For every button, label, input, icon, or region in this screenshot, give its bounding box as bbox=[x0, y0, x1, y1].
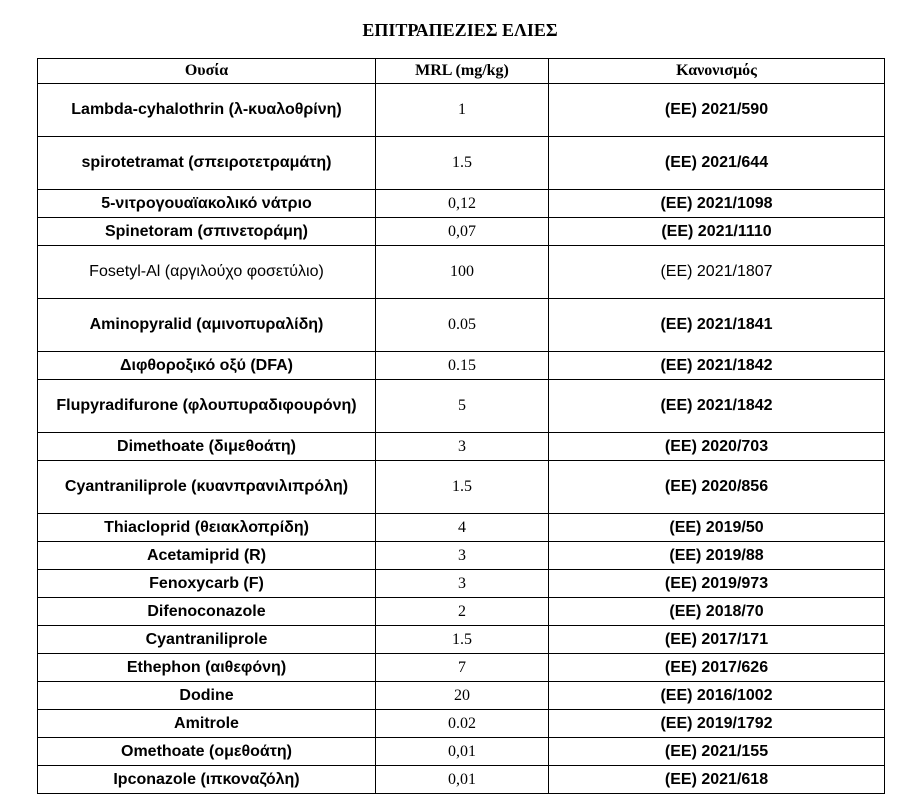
table-row bbox=[38, 299, 885, 352]
table-row bbox=[38, 461, 885, 514]
regulation-cell: (ΕΕ) 2017/171 bbox=[549, 626, 885, 654]
regulation-cell: (ΕΕ) 2021/1110 bbox=[549, 218, 885, 246]
regulation-cell: (ΕΕ) 2021/155 bbox=[549, 738, 885, 766]
regulation-cell: (ΕΕ) 2020/856 bbox=[549, 461, 885, 514]
table-row bbox=[38, 654, 885, 682]
table-row bbox=[38, 626, 885, 654]
mrl-cell: 0,07 bbox=[376, 218, 549, 246]
substance-cell: Cyantraniliprole bbox=[38, 626, 376, 654]
regulation-cell: (ΕΕ) 2021/1842 bbox=[549, 380, 885, 433]
mrl-cell: 1.5 bbox=[376, 137, 549, 190]
mrl-cell: 0,01 bbox=[376, 738, 549, 766]
substance-cell: Lambda-cyhalothrin (λ-κυαλοθρίνη) bbox=[38, 84, 376, 137]
table-row bbox=[38, 682, 885, 710]
substance-cell: Dodine bbox=[38, 682, 376, 710]
regulation-cell: (ΕΕ) 2019/973 bbox=[549, 570, 885, 598]
substance-cell: Cyantraniliprole (κυανπρανιλιπρόλη) bbox=[38, 461, 376, 514]
document-title: ΕΠΙΤΡΑΠΕΖΙΕΣ ΕΛΙΕΣ bbox=[362, 20, 558, 40]
regulation-cell: (ΕΕ) 2021/1098 bbox=[549, 190, 885, 218]
mrl-cell: 0.05 bbox=[376, 299, 549, 352]
regulation-cell: (ΕΕ) 2017/626 bbox=[549, 654, 885, 682]
substance-cell: Difenoconazole bbox=[38, 598, 376, 626]
regulation-cell: (ΕΕ) 2019/1792 bbox=[549, 710, 885, 738]
regulation-cell: (ΕΕ) 2019/50 bbox=[549, 514, 885, 542]
substance-cell: Amitrole bbox=[38, 710, 376, 738]
mrl-cell: 20 bbox=[376, 682, 549, 710]
mrl-cell: 0,01 bbox=[376, 766, 549, 794]
substance-cell: Ethephon (αιθεφόνη) bbox=[38, 654, 376, 682]
regulation-cell: (ΕΕ) 2020/703 bbox=[549, 433, 885, 461]
mrl-cell: 5 bbox=[376, 380, 549, 433]
substance-cell: Flupyradifurone (φλουπυραδιφουρόνη) bbox=[38, 380, 376, 433]
regulation-cell: (ΕΕ) 2021/1841 bbox=[549, 299, 885, 352]
mrl-cell: 0,12 bbox=[376, 190, 549, 218]
regulation-cell: (ΕΕ) 2021/590 bbox=[549, 84, 885, 137]
mrl-cell: 3 bbox=[376, 542, 549, 570]
header-row bbox=[38, 59, 885, 84]
substance-cell: Fosetyl-Al (αργιλούχο φοσετύλιο) bbox=[38, 246, 376, 299]
substance-cell: Fenoxycarb (F) bbox=[38, 570, 376, 598]
mrl-cell: 1.5 bbox=[376, 626, 549, 654]
table-row bbox=[38, 738, 885, 766]
mrl-cell: 0.02 bbox=[376, 710, 549, 738]
mrl-cell: 3 bbox=[376, 433, 549, 461]
table-row bbox=[38, 710, 885, 738]
substance-cell: 5-νιτρογουαϊακολικό νάτριο bbox=[38, 190, 376, 218]
regulation-cell: (ΕΕ) 2019/88 bbox=[549, 542, 885, 570]
table-row bbox=[38, 218, 885, 246]
mrl-cell: 4 bbox=[376, 514, 549, 542]
mrl-cell: 100 bbox=[376, 246, 549, 299]
substance-cell: Thiacloprid (θειακλοπρίδη) bbox=[38, 514, 376, 542]
mrl-cell: 2 bbox=[376, 598, 549, 626]
table-row bbox=[38, 84, 885, 137]
substance-cell: spirotetramat (σπειροτετραμάτη) bbox=[38, 137, 376, 190]
mrl-cell: 3 bbox=[376, 570, 549, 598]
mrl-cell: 7 bbox=[376, 654, 549, 682]
table-row bbox=[38, 570, 885, 598]
regulation-cell: (ΕΕ) 2018/70 bbox=[549, 598, 885, 626]
regulation-cell: (ΕΕ) 2021/1842 bbox=[549, 352, 885, 380]
table-row bbox=[38, 380, 885, 433]
mrl-table bbox=[37, 58, 885, 794]
table-row bbox=[38, 542, 885, 570]
table-row bbox=[38, 352, 885, 380]
table-row bbox=[38, 598, 885, 626]
regulation-cell: (ΕΕ) 2021/618 bbox=[549, 766, 885, 794]
regulation-cell: (ΕΕ) 2021/1807 bbox=[549, 246, 885, 299]
substance-cell: Dimethoate (διμεθοάτη) bbox=[38, 433, 376, 461]
table-row bbox=[38, 433, 885, 461]
table-row bbox=[38, 137, 885, 190]
substance-cell: Ipconazole (ιπκοναζόλη) bbox=[38, 766, 376, 794]
regulation-cell: (ΕΕ) 2016/1002 bbox=[549, 682, 885, 710]
mrl-cell: 0.15 bbox=[376, 352, 549, 380]
mrl-cell: 1.5 bbox=[376, 461, 549, 514]
table-row bbox=[38, 766, 885, 794]
substance-cell: Omethoate (ομεθοάτη) bbox=[38, 738, 376, 766]
substance-cell: Διφθοροξικό οξύ (DFA) bbox=[38, 352, 376, 380]
mrl-cell: 1 bbox=[376, 84, 549, 137]
substance-cell: Aminopyralid (αμινοπυραλίδη) bbox=[38, 299, 376, 352]
header-regulation: Κανονισμός bbox=[549, 59, 885, 84]
table-row bbox=[38, 190, 885, 218]
table-body bbox=[38, 84, 885, 794]
substance-cell: Acetamiprid (R) bbox=[38, 542, 376, 570]
substance-cell: Spinetoram (σπινετοράμη) bbox=[38, 218, 376, 246]
table-row bbox=[38, 246, 885, 299]
table-row bbox=[38, 514, 885, 542]
header-mrl: MRL (mg/kg) bbox=[376, 59, 549, 84]
regulation-cell: (ΕΕ) 2021/644 bbox=[549, 137, 885, 190]
table-header bbox=[38, 59, 885, 84]
header-substance: Ουσία bbox=[38, 59, 376, 84]
